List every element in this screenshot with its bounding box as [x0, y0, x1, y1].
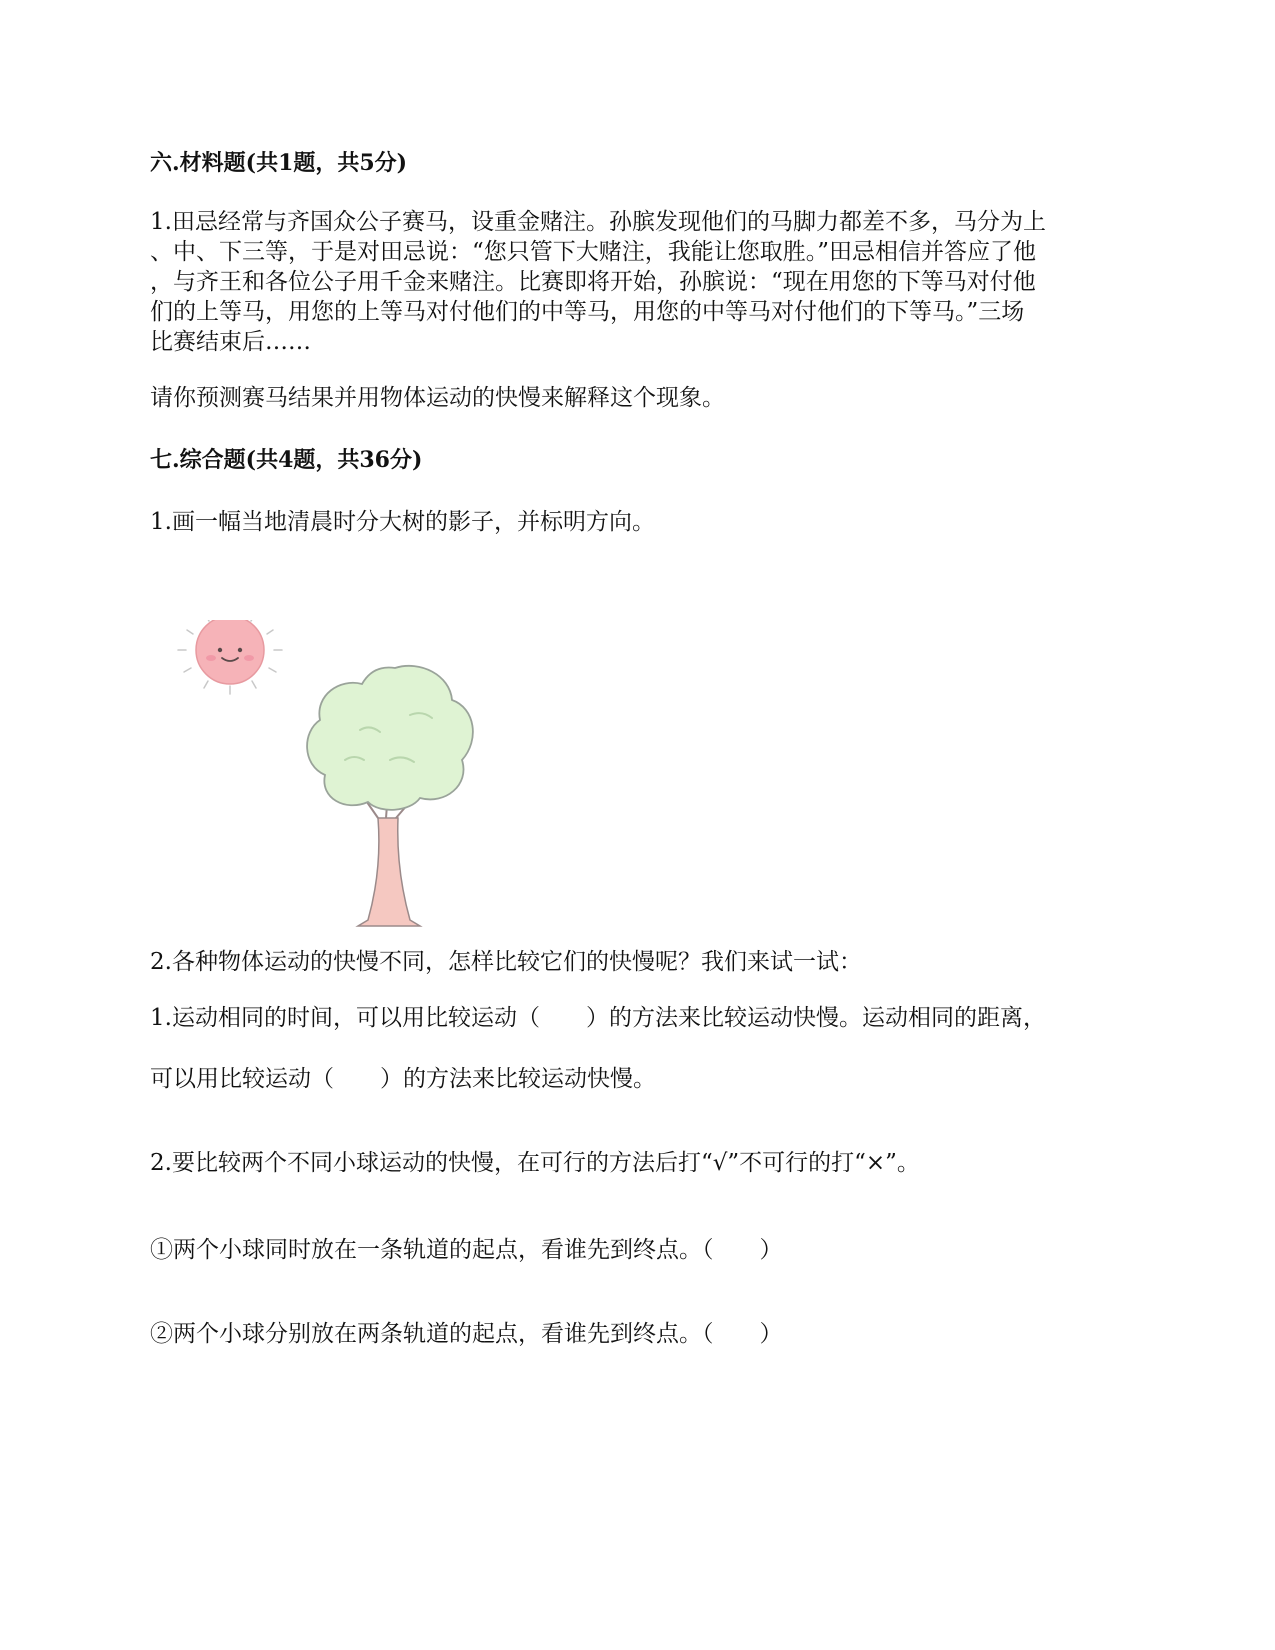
section7-q2-2-option-a: ①两个小球同时放在一条轨道的起点，看谁先到终点。（ ）	[150, 1237, 783, 1263]
section6-q1-line-3: ，与齐王和各位公子用千金来赌注。比赛即将开始，孙膑说：“现在用您的下等马对付他	[150, 269, 1036, 295]
section7-q2-2: 2.要比较两个不同小球运动的快慢，在可行的方法后打“√”不可行的打“×”。	[150, 1150, 920, 1176]
section7-q2-1-line-2: 可以用比较运动（ ）的方法来比较运动快慢。	[150, 1066, 656, 1092]
section6-q1-line-4: 们的上等马，用您的上等马对付他们的中等马，用您的中等马对付他们的下等马。”三场	[150, 299, 1025, 325]
section6-q1-line-2: 、中、下三等，于是对田忌说：“您只管下大赌注，我能让您取胜。”田忌相信并答应了他	[150, 239, 1037, 265]
section6-heading: 六.材料题(共1题，共5分)	[150, 150, 408, 176]
section7-q2-intro: 2.各种物体运动的快慢不同，怎样比较它们的快慢呢？我们来试一试：	[150, 949, 862, 975]
section6-q1-prompt: 请你预测赛马结果并用物体运动的快慢来解释这个现象。	[150, 385, 725, 411]
section7-q2-2-option-b: ②两个小球分别放在两条轨道的起点，看谁先到终点。（ ）	[150, 1321, 783, 1347]
sun-icon	[178, 620, 282, 694]
tree-icon	[307, 666, 473, 926]
section6-q1-line-5: 比赛结束后……	[150, 329, 311, 355]
sun-and-tree-illustration	[170, 620, 550, 940]
section7-q2-1-line-1: 1.运动相同的时间，可以用比较运动（ ）的方法来比较运动快慢。运动相同的距离，	[150, 1005, 1046, 1031]
section6-q1-line-1: 1.田忌经常与齐国众公子赛马，设重金赌注。孙膑发现他们的马脚力都差不多，马分为上	[150, 209, 1046, 235]
section7-heading: 七.综合题(共4题，共36分)	[150, 447, 423, 473]
section7-q1: 1.画一幅当地清晨时分大树的影子，并标明方向。	[150, 509, 655, 535]
